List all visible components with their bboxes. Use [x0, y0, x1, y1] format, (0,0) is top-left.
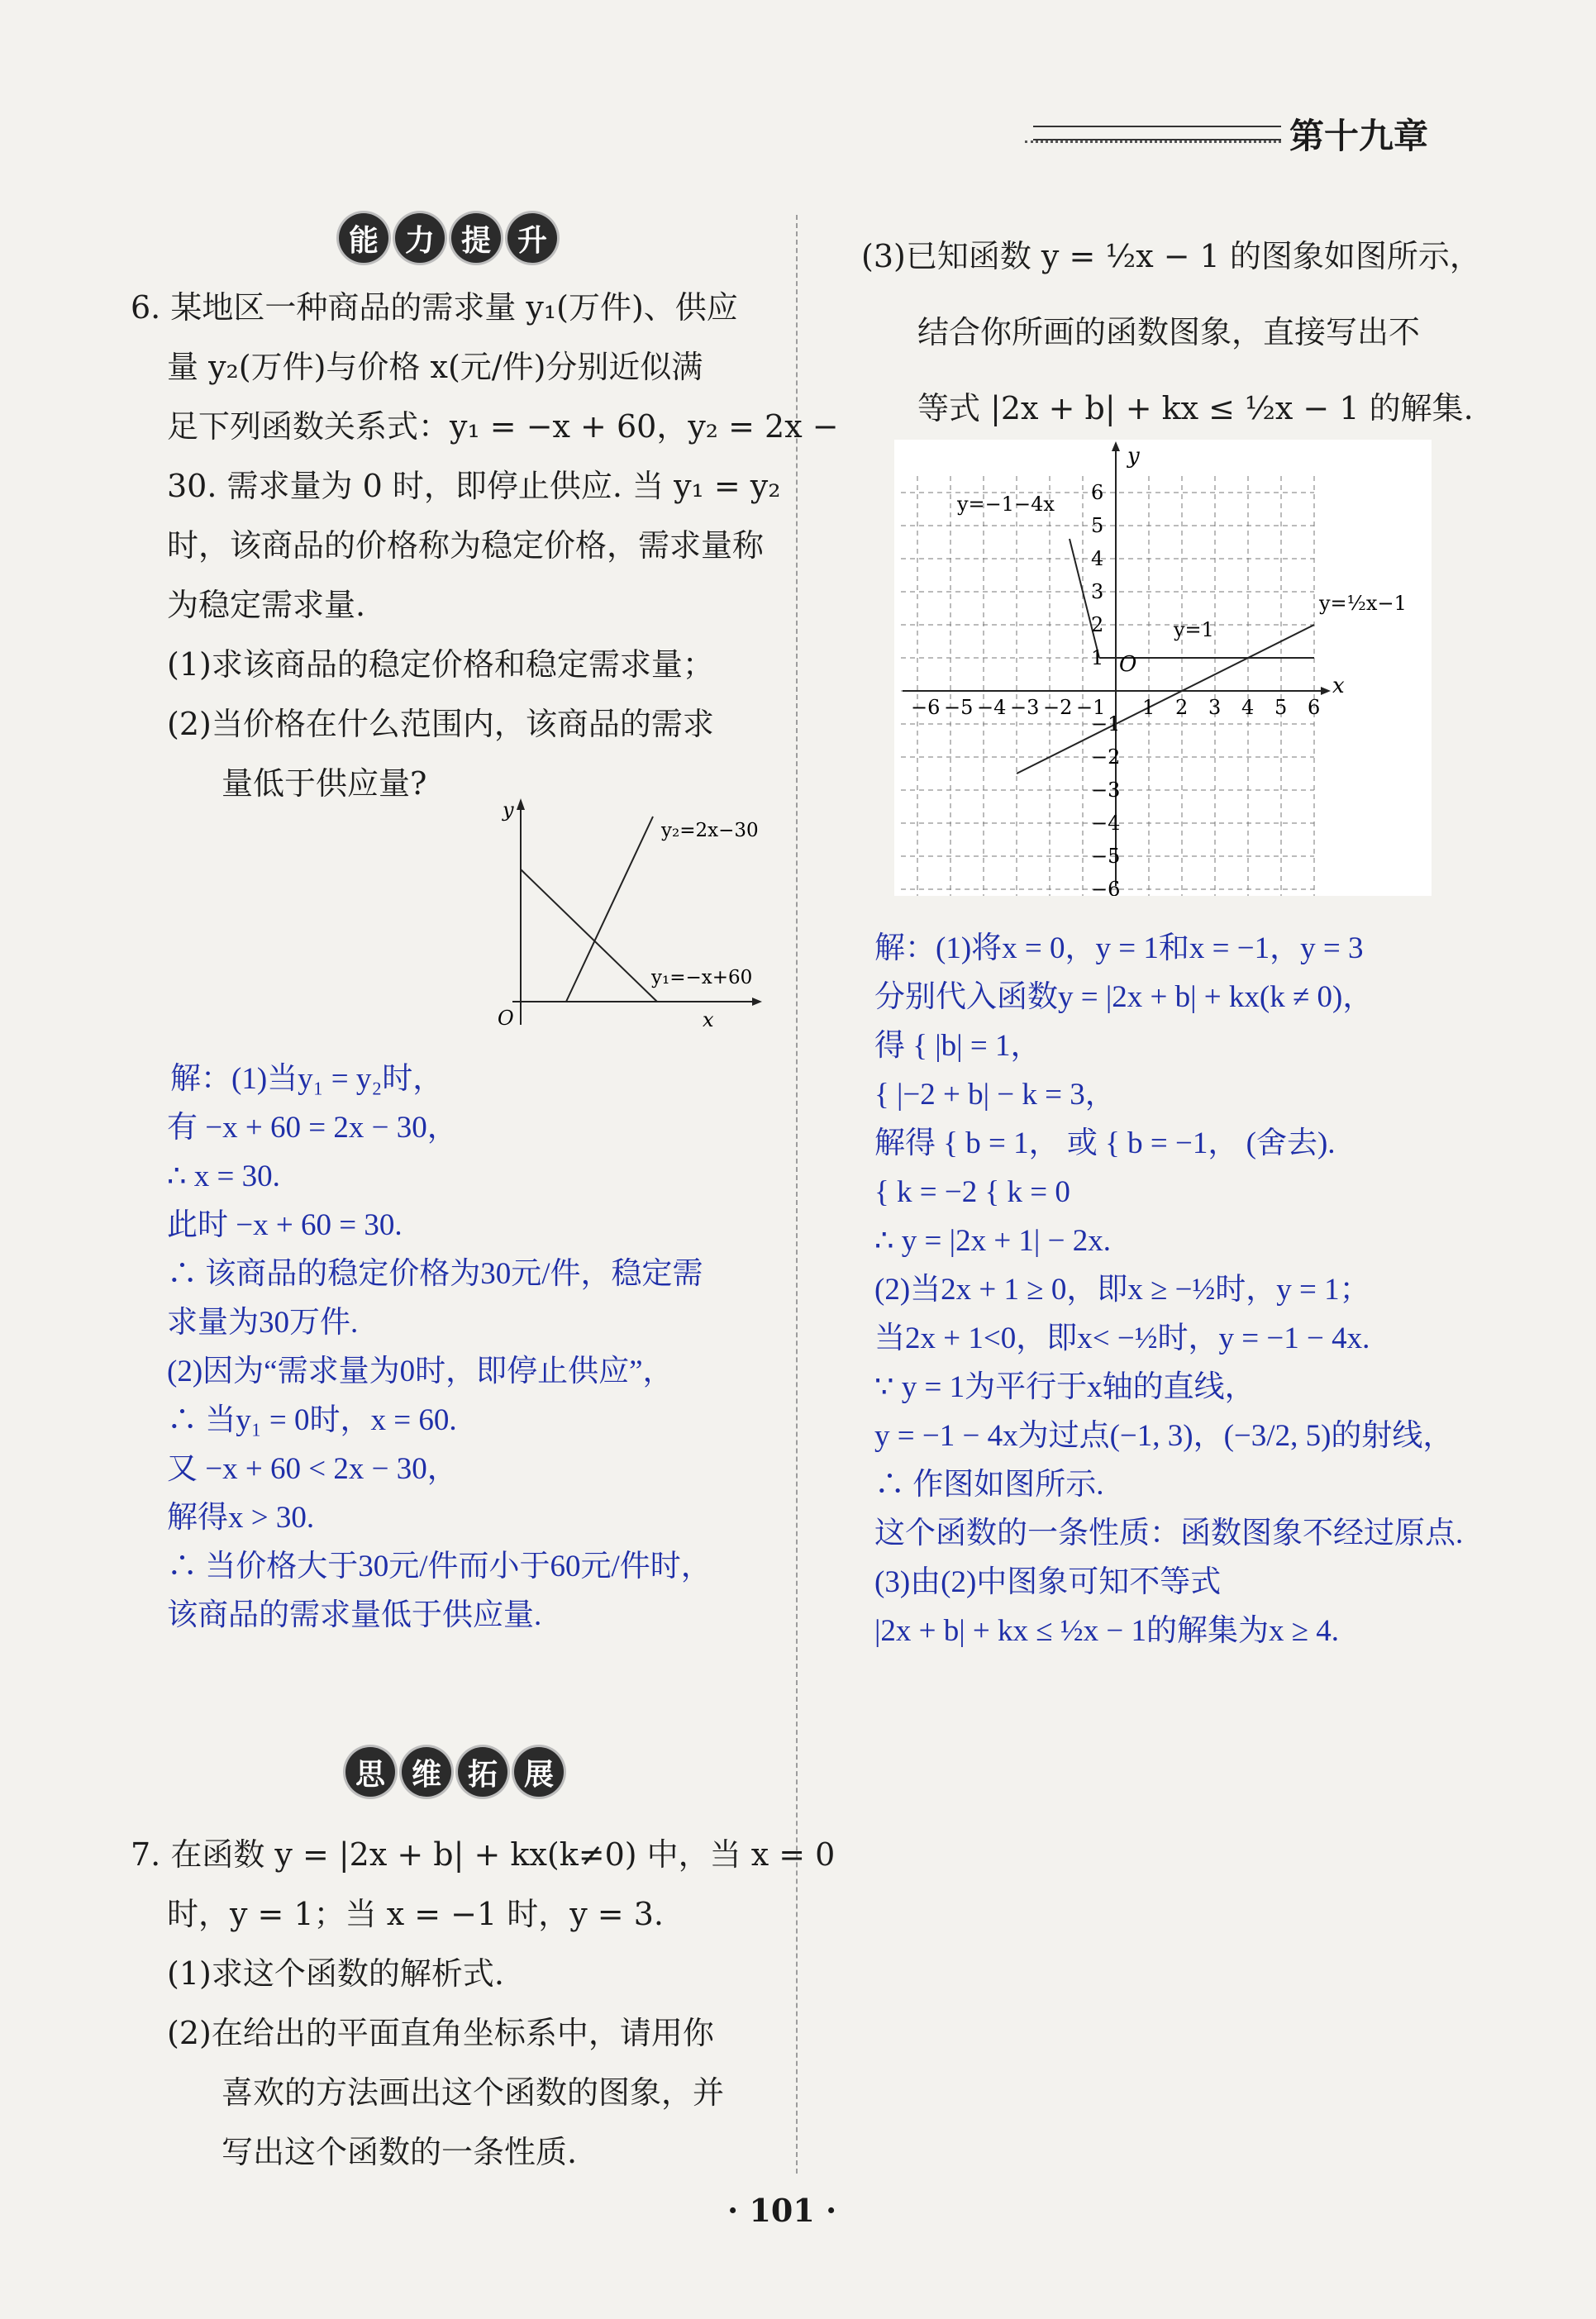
x-tick-label: 1 [1142, 696, 1155, 719]
q6-line: 6. 某地区一种商品的需求量 y₁(万件)、供应 [131, 289, 738, 326]
question-6 [131, 278, 839, 813]
q7-solution-line: 解得 { b = 1， 或 { b = −1， (舍去). [874, 1126, 1336, 1160]
y-tick-label: 3 [1091, 580, 1104, 603]
q6-solution-line: (2)因为“需求量为0时，即停止供应”， [167, 1355, 674, 1388]
q7-ray-label: y=−1−4x [957, 493, 1055, 516]
q6-solution-line: ∴ 当价格大于30元/件而小于60元/件时， [167, 1550, 712, 1583]
q6-line1-label: y₂=2x−30 [661, 820, 759, 841]
q7-line: 写出这个函数的一条性质. [222, 2134, 578, 2170]
section-ability [339, 213, 557, 263]
q6-solution-line: 该商品的需求量低于供应量. [167, 1598, 542, 1632]
q7-y-label: y [1127, 444, 1140, 469]
section-badge: 力 [395, 213, 445, 263]
q6-solution-line: ∴ 当y₁ = 0时，x = 60. [167, 1403, 457, 1437]
section-badge: 拓 [458, 1747, 507, 1797]
q7-solution-line: ∴ y = |2x + 1| − 2x. [874, 1224, 1111, 1258]
y-tick-label: −1 [1091, 712, 1121, 736]
header-dots [1025, 140, 1281, 143]
q7-line-label: y=½x−1 [1319, 592, 1407, 615]
x-tick-label: 3 [1208, 696, 1222, 719]
column-divider [796, 215, 798, 2174]
section-badge: 维 [402, 1747, 451, 1797]
q6-x-arrow [752, 998, 762, 1006]
y-tick-label: −3 [1091, 779, 1121, 802]
q7-part3-line: (3)已知函数 y = ½x − 1 的图象如图所示， [861, 238, 1481, 274]
q7-solution-line: ∴ 作图如图所示. [874, 1468, 1104, 1502]
x-tick-label: 6 [1308, 696, 1321, 719]
q7-solution-line: (2)当2x + 1 ≥ 0，即x ≥ −½时，y = 1； [874, 1273, 1370, 1307]
q6-line: (1)求该商品的稳定价格和稳定需求量； [167, 646, 714, 683]
section-badge: 升 [507, 213, 557, 263]
x-tick-label: −1 [1076, 696, 1106, 719]
q7-solution-line: |2x + b| + kx ≤ ½x − 1的解集为x ≥ 4. [874, 1614, 1340, 1648]
q6-line: (2)当价格在什么范围内，该商品的需求 [167, 706, 714, 742]
y-tick-label: −6 [1091, 878, 1121, 896]
chapter-header: 第十九章 [1289, 116, 1429, 156]
q6-line: 量 y₂(万件)与价格 x(元/件)分别近似满 [167, 349, 703, 385]
question-7 [131, 1825, 836, 2182]
q6-solution-line: ∴ x = 30. [167, 1160, 280, 1193]
q7-solution-line: 分别代入函数y = |2x + b| + kx(k ≠ 0)， [874, 980, 1374, 1014]
q7-solution-line: y = −1 − 4x为过点(−1, 3)，(−3/2, 5)的射线， [874, 1419, 1454, 1453]
q7-part3-line: 等式 |2x + b| + kx ≤ ½x − 1 的解集. [917, 390, 1474, 426]
q6-solution-line: 此时 −x + 60 = 30. [167, 1208, 403, 1242]
q7-solution-line: 得 { |b| = 1， [874, 1029, 1041, 1063]
q7-solution-line: { k = −2 { k = 0 [874, 1175, 1070, 1209]
section-badge: 能 [339, 213, 388, 263]
x-tick-label: 2 [1175, 696, 1189, 719]
x-tick-label: −3 [1010, 696, 1040, 719]
q6-y-label: y [503, 798, 514, 821]
x-tick-label: −2 [1043, 696, 1073, 719]
x-tick-label: −4 [977, 696, 1007, 719]
y-tick-label: 5 [1091, 514, 1104, 537]
q7-solution-line: { |−2 + b| − k = 3， [874, 1078, 1116, 1112]
x-tick-label: 4 [1241, 696, 1255, 719]
q6-supply-line [566, 817, 653, 1002]
q6-demand-line [521, 869, 657, 1002]
q6-solution [167, 1055, 712, 1640]
q6-line: 30. 需求量为 0 时，即停止供应. 当 y₁ = y₂ [167, 468, 781, 504]
y-tick-label: −5 [1091, 845, 1121, 868]
q6-origin: O [498, 1007, 514, 1030]
q6-line: 足下列函数关系式：y₁ = −x + 60，y₂ = 2x − [167, 408, 839, 445]
q7-solution-line: 当2x + 1<0，即x< −½时，y = −1 − 4x. [874, 1321, 1370, 1355]
y-tick-label: 4 [1091, 547, 1104, 570]
q7-line: (2)在给出的平面直角坐标系中，请用你 [167, 2015, 714, 2051]
q7-solution-line: (3)由(2)中图象可知不等式 [874, 1565, 1222, 1599]
q7-line: 喜欢的方法画出这个函数的图象，并 [222, 2074, 725, 2111]
q6-graph [488, 785, 769, 1041]
q7-line: 时，y = 1；当 x = −1 时，y = 3. [167, 1896, 664, 1932]
q7-graph [894, 440, 1432, 896]
x-tick-label: −5 [944, 696, 974, 719]
q7-x-label: x [1332, 674, 1345, 698]
x-tick-label: −6 [911, 696, 941, 719]
q6-line: 为稳定需求量. [167, 587, 366, 623]
q6-y-arrow [517, 798, 525, 810]
section-badge: 提 [451, 213, 501, 263]
q6-line2-label: y₁=−x+60 [651, 967, 753, 988]
q7-solution-line: ∵ y = 1为平行于x轴的直线， [874, 1370, 1255, 1404]
q7-line: (1)求这个函数的解析式. [167, 1955, 504, 1992]
q6-line: 量低于供应量? [222, 765, 427, 802]
y-tick-label: −4 [1091, 812, 1121, 835]
q6-solution-line: 又 −x + 60 < 2x − 30， [167, 1452, 458, 1486]
header-rule [1033, 126, 1281, 140]
q7-solution-line: 这个函数的一条性质：函数图象不经过原点. [874, 1517, 1464, 1550]
q6-solution-line: 解得x > 30. [167, 1501, 315, 1535]
q6-line: 时，该商品的价格称为稳定价格，需求量称 [167, 527, 765, 564]
q7-origin: O [1119, 652, 1137, 677]
section-extension [345, 1747, 564, 1797]
q6-solution-line: 有 −x + 60 = 2x − 30， [167, 1111, 458, 1145]
y-tick-label: 6 [1091, 481, 1104, 504]
x-tick-label: 5 [1274, 696, 1288, 719]
q7-part3 [861, 218, 1481, 446]
q6-x-label: x [703, 1008, 714, 1031]
y-tick-label: 1 [1091, 646, 1104, 669]
page-number: · 101 · [727, 2192, 837, 2229]
y-tick-label: −2 [1091, 745, 1121, 769]
q6-solution-line: 求量为30万件. [167, 1306, 359, 1340]
section-badge: 思 [345, 1747, 395, 1797]
q6-solution-line: 解：(1)当y₁ = y₂时， [170, 1062, 444, 1096]
q7-line: 7. 在函数 y = |2x + b| + kx(k≠0) 中，当 x = 0 [131, 1836, 836, 1873]
q7-solution [874, 924, 1463, 1655]
q7-part3-line: 结合你所画的函数图象，直接写出不 [917, 314, 1421, 350]
q7-solution-line: 解：(1)将x = 0，y = 1和x = −1，y = 3 [874, 931, 1364, 965]
q7-flat-label: y=1 [1174, 618, 1214, 641]
q6-solution-line: ∴ 该商品的稳定价格为30元/件，稳定需 [167, 1257, 703, 1291]
y-tick-label: 2 [1091, 613, 1104, 636]
section-badge: 展 [514, 1747, 564, 1797]
